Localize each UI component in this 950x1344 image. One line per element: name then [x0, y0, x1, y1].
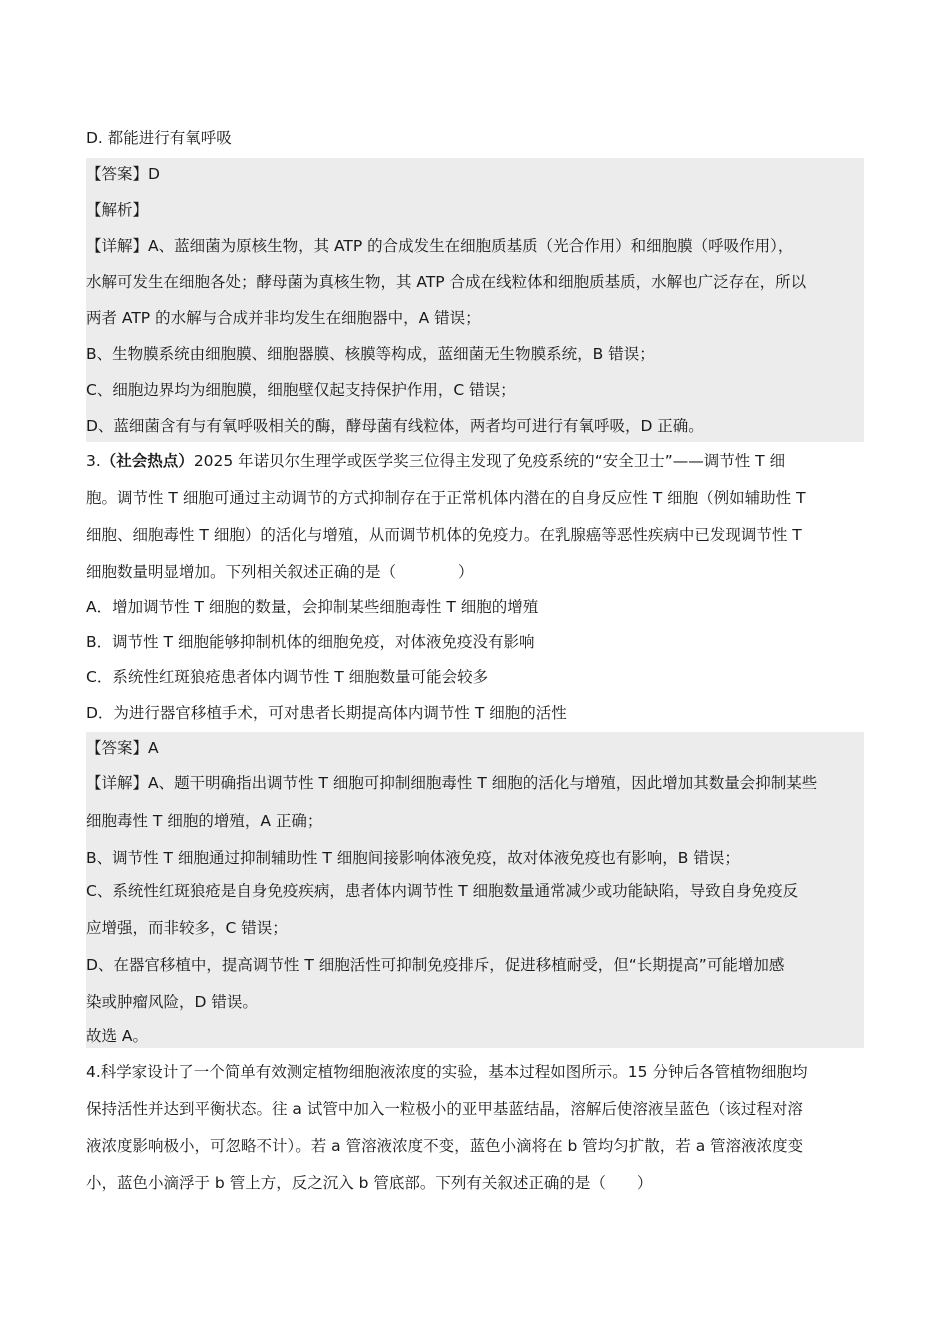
q3-tag: （社会热点）: [100, 452, 194, 470]
q4-stem-line: 4.科学家设计了一个简单有效测定植物细胞液浓度的实验，基本过程如图所示。15 分钟后各管植物细胞均: [86, 1063, 808, 1081]
q3-stem-line: 胞。调节性 T 细胞可通过主动调节的方式抑制存在于正常机体内潜在的自身反应性 T 细胞（例如辅助性 T: [86, 489, 806, 507]
q3-detail-line: D、在器官移植中，提高调节性 T 细胞活性可抑制免疫排斥，促进移植耐受，但“长期提高”可能增加感: [86, 956, 785, 974]
q2-detail-line: B、生物膜系统由细胞膜、细胞器膜、核膜等构成，蓝细菌无生物膜系统，B 错误；: [86, 345, 655, 363]
q3-detail-line: 细胞毒性 T 细胞的增殖，A 正确；: [86, 812, 323, 830]
q2-answer: 【答案】D: [86, 165, 160, 183]
q2-analysis-label: 【解析】: [86, 201, 149, 219]
q2-detail-line: C、细胞边界均为细胞膜，细胞壁仅起支持保护作用，C 错误；: [86, 381, 516, 399]
q2-option-d: D. 都能进行有氧呼吸: [86, 129, 232, 147]
q3-detail-line: C、系统性红斑狼疮是自身免疫疾病，患者体内调节性 T 细胞数量通常减少或功能缺陷，导致自身免疫反: [86, 882, 799, 900]
q2-detail-line: D、蓝细菌含有与有氧呼吸相关的酶，酵母菌有线粒体，两者均可进行有氧呼吸，D 正确。: [86, 417, 704, 435]
q4-stem-line: 小，蓝色小滴浮于 b 管上方，反之沉入 b 管底部。下列有关叙述正确的是（ ）: [86, 1174, 653, 1192]
q3-number: 3.: [86, 452, 101, 470]
q4-stem-line: 保持活性并达到平衡状态。往 a 试管中加入一粒极小的亚甲基蓝结晶，溶解后使溶液呈蓝色（该过程对溶: [86, 1100, 803, 1118]
q3-option-c: C．系统性红斑狼疮患者体内调节性 T 细胞数量可能会较多: [86, 668, 489, 686]
q4-stem-line: 液浓度影响极小，可忽略不计）。若 a 管溶液浓度不变，蓝色小滴将在 b 管均匀扩散，若 a 管溶液浓度变: [86, 1137, 804, 1155]
q2-detail-line: 两者 ATP 的水解与合成并非均发生在细胞器中，A 错误；: [86, 309, 481, 327]
q2-detail-line: 【详解】A、蓝细菌为原核生物，其 ATP 的合成发生在细胞质基质（光合作用）和细胞膜（呼吸作用），: [86, 237, 794, 255]
q3-detail-line: B、调节性 T 细胞通过抑制辅助性 T 细胞间接影响体液免疫，故对体液免疫也有影响，B 错误；: [86, 849, 740, 867]
q3-option-d: D．为进行器官移植手术，可对患者长期提高体内调节性 T 细胞的活性: [86, 704, 567, 722]
q3-answer: 【答案】A: [86, 739, 159, 757]
q3-detail-line: 【详解】A、题干明确指出调节性 T 细胞可抑制细胞毒性 T 细胞的活化与增殖，因此增加其数量会抑制某些: [86, 774, 818, 792]
q3-option-a: A．增加调节性 T 细胞的数量，会抑制某些细胞毒性 T 细胞的增殖: [86, 598, 539, 616]
q3-stem-text: 2025 年诺贝尔生理学或医学奖三位得主发现了免疫系统的“安全卫士”——调节性 T 细: [193, 452, 786, 470]
q3-detail-line: 染或肿瘤风险，D 错误。: [86, 993, 258, 1011]
q3-option-b: B．调节性 T 细胞能够抑制机体的细胞免疫，对体液免疫没有影响: [86, 633, 535, 651]
q3-stem-line: 细胞、细胞毒性 T 细胞）的活化与增殖，从而调节机体的免疫力。在乳腺癌等恶性疾病中已发现调节性 T: [86, 526, 802, 544]
q3-detail-line: 应增强，而非较多，C 错误；: [86, 919, 288, 937]
q2-detail-line: 水解可发生在细胞各处；酵母菌为真核生物，其 ATP 合成在线粒体和细胞质基质，水解也广泛存在，所以: [86, 273, 807, 291]
q3-stem-first-line: [86, 451, 864, 471]
q3-stem-line: 细胞数量明显增加。下列相关叙述正确的是（ ）: [86, 563, 474, 581]
q3-conclusion: 故选 A。: [86, 1027, 149, 1045]
